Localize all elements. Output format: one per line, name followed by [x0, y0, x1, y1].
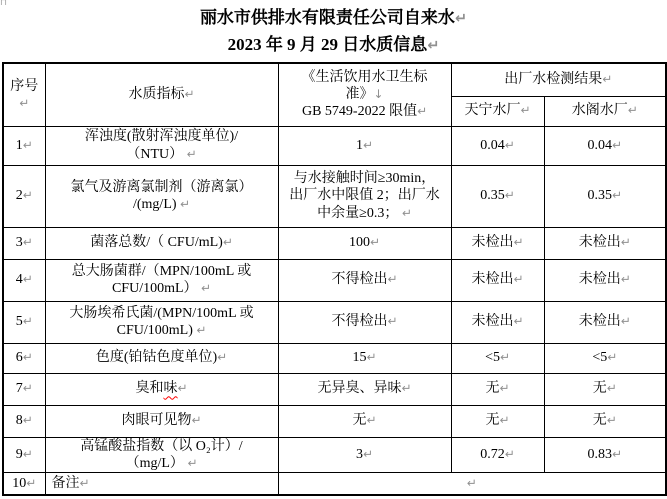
cell-seq-row-4: 4↵: [3, 259, 45, 301]
cell-result-shuige-row-6: <5↵: [544, 343, 666, 373]
cell-indicator-row-6: 色度(铂钴色度单位)↵: [45, 343, 278, 373]
table-row: [3, 373, 666, 405]
table-header: [3, 63, 666, 126]
water-quality-table: [2, 62, 667, 496]
cell-seq-row-8: 8↵: [3, 405, 45, 437]
cell-indicator-row-10: 备注↵: [45, 472, 278, 495]
cell-seq-row-5: 5↵: [3, 301, 45, 343]
header-row-1: [3, 63, 666, 96]
cell-remarks-row-10: ↵: [278, 472, 666, 495]
cell-limit-row-8: 无↵: [278, 405, 451, 437]
header-indicator: 水质指标↵: [45, 63, 278, 126]
cell-result-tianning-row-3: 未检出↵: [451, 227, 544, 259]
title-line-1: 丽水市供排水有限责任公司自来水↵: [199, 8, 468, 27]
header-result-group: 出厂水检测结果↵: [451, 63, 666, 96]
header-standard-limit: 《生活饮用水卫生标 准》↓ GB 5749-2022 限值↵: [278, 63, 451, 126]
cell-result-tianning-row-5: 未检出↵: [451, 301, 544, 343]
cell-limit-row-9: 3↵: [278, 437, 451, 472]
table-row: [3, 259, 666, 301]
header-plant-shuige: 水阁水厂↵: [544, 96, 666, 126]
cell-seq-row-9: 9↵: [3, 437, 45, 472]
cell-result-shuige-row-7: 无↵: [544, 373, 666, 405]
table-row: [3, 165, 666, 227]
table-row: [3, 301, 666, 343]
table-row: [3, 437, 666, 472]
cell-seq-row-7: 7↵: [3, 373, 45, 405]
cell-indicator-row-5: 大肠埃希氏菌/(MPN/100mL 或 CFU/100mL) ↵: [45, 301, 278, 343]
cell-seq-row-2: 2↵: [3, 165, 45, 227]
header-plant-tianning: 天宁水厂↵: [451, 96, 544, 126]
table-row: [3, 227, 666, 259]
cell-result-tianning-row-1: 0.04↵: [451, 126, 544, 165]
cell-result-shuige-row-3: 未检出↵: [544, 227, 666, 259]
table-row: [3, 343, 666, 373]
table-row: [3, 126, 666, 165]
cell-result-tianning-row-9: 0.72↵: [451, 437, 544, 472]
table-body: [3, 126, 666, 495]
cell-result-shuige-row-9: 0.83↵: [544, 437, 666, 472]
cell-indicator-row-2: 氯气及游离氯制剂（游离氯） /(mg/L) ↵: [45, 165, 278, 227]
cell-indicator-row-9: 高锰酸盐指数（以 O₂计）/ （mg/L） ↵: [45, 437, 278, 472]
cell-limit-row-7: 无异臭、异味↵: [278, 373, 451, 405]
cell-result-shuige-row-8: 无↵: [544, 405, 666, 437]
table-row: [3, 472, 666, 495]
cell-limit-row-1: 1↵: [278, 126, 451, 165]
cell-limit-row-3: 100↵: [278, 227, 451, 259]
cell-indicator-row-7: 臭和味↵: [45, 373, 278, 405]
cell-limit-row-6: 15↵: [278, 343, 451, 373]
cell-result-shuige-row-1: 0.04↵: [544, 126, 666, 165]
document-title: [0, 0, 667, 59]
title-line-2: 2023 年 9 月 29 日水质信息↵: [227, 35, 440, 54]
cell-result-tianning-row-2: 0.35↵: [451, 165, 544, 227]
cell-seq-row-10: 10↵: [3, 472, 45, 495]
cell-limit-row-4: 不得检出↵: [278, 259, 451, 301]
cell-seq-row-1: 1↵: [3, 126, 45, 165]
cell-seq-row-6: 6↵: [3, 343, 45, 373]
cell-indicator-row-1: 浑浊度(散射浑浊度单位)/ （NTU） ↵: [45, 126, 278, 165]
header-seq: 序号↵: [3, 63, 45, 126]
cell-result-tianning-row-8: 无↵: [451, 405, 544, 437]
table-row: [3, 405, 666, 437]
cell-result-tianning-row-4: 未检出↵: [451, 259, 544, 301]
cell-indicator-row-4: 总大肠菌群/（MPN/100mL 或 CFU/100mL） ↵: [45, 259, 278, 301]
cell-indicator-row-8: 肉眼可见物↵: [45, 405, 278, 437]
cell-indicator-row-3: 菌落总数/（ CFU/mL)↵: [45, 227, 278, 259]
cell-result-tianning-row-7: 无↵: [451, 373, 544, 405]
cell-result-shuige-row-2: 0.35↵: [544, 165, 666, 227]
cell-seq-row-3: 3↵: [3, 227, 45, 259]
stray-formatting-mark: ⊓: [0, 0, 8, 8]
cell-result-shuige-row-5: 未检出↵: [544, 301, 666, 343]
cell-limit-row-2: 与水接触时间≥30min， 出厂水中限值 2；出厂水 中余量≥0.3； ↵: [278, 165, 451, 227]
cell-result-tianning-row-6: <5↵: [451, 343, 544, 373]
cell-result-shuige-row-4: 未检出↵: [544, 259, 666, 301]
cell-limit-row-5: 不得检出↵: [278, 301, 451, 343]
